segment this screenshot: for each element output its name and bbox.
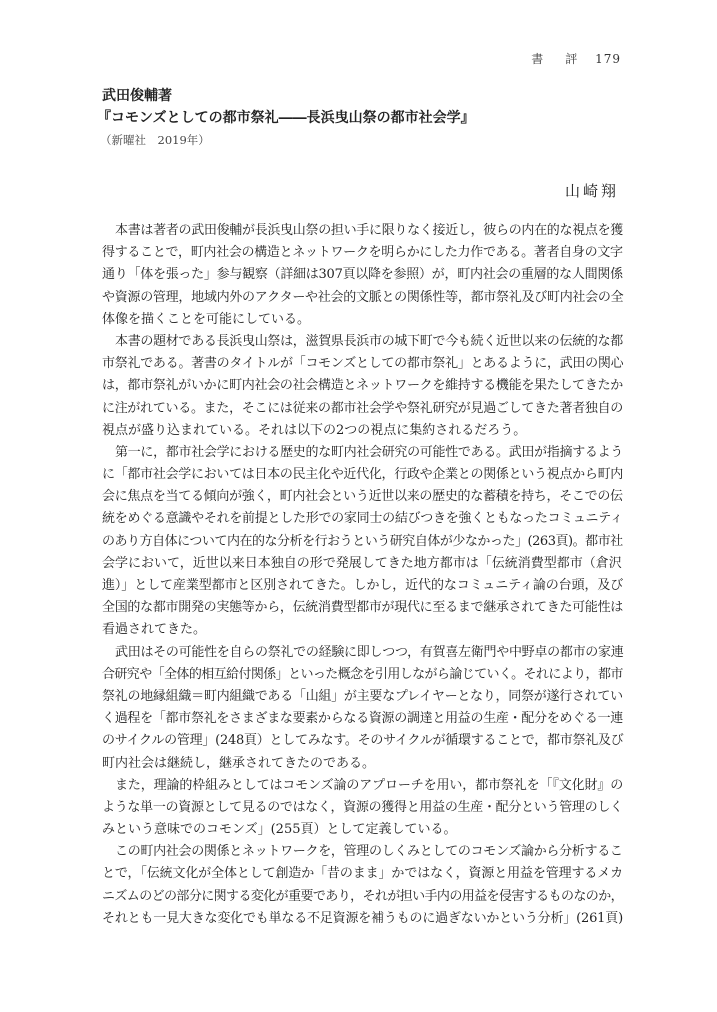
body-line: ニズムのどの部分に関する変化が重要であり，それが担い手内の用益を侵害するものなのか，	[102, 888, 624, 904]
body-line: は，都市祭礼がいかに町内社会の社会構造とネットワークを維持する機能を果たしてきたか	[102, 378, 623, 394]
body-line: 看過されてきた。	[102, 622, 207, 638]
body-line: 体像を描くことを可能にしている。	[102, 311, 311, 327]
body-line: に「都市社会学においては日本の民主化や近代化，行政や企業との関係という視点から町内	[102, 467, 623, 483]
body-line: 本書は著者の武田俊輔が長浜曳山祭の担い手に限りなく接近し，彼らの内在的な視点を獲	[115, 223, 624, 238]
body-line: 進）」として産業型都市と区別されてきた。しかし，近代的なコミュニティ論の台頭，及び	[102, 578, 624, 593]
body-line: く過程を「都市祭礼をさまざまな要素からなる資源の調達と用益の生産・配分をめぐる一連	[102, 711, 623, 727]
body-line: 市祭礼である。著書のタイトルが「コモンズとしての都市祭礼」とあるように，武田の関心	[102, 356, 624, 372]
body-line: 会学において，近世以来日本独自の形で発展してきた地方都市は「伝統消費型都市（倉沢	[102, 555, 622, 571]
body-line: それとも一見大きな変化でも単なる不足資源を補うものに過ぎないかという分析」(261頁)	[102, 910, 623, 926]
body-line: 得することで，町内社会の構造とネットワークを明らかにした力作である。著者自身の文字	[102, 245, 623, 261]
body-line: また，理論的枠組みとしてはコモンズ論のアプローチを用い，都市祭礼を「『文化財』の	[115, 777, 624, 793]
book-title: 『コモンズとしての都市祭礼――長浜曳山祭の都市社会学』	[97, 110, 475, 126]
body-line: や資源の管理，地域内外のアクターや社会的文脈との関係性等，都市祭礼及び町内社会の全	[102, 289, 624, 305]
body-line: 全国的な都市開発の実態等から，伝統消費型都市が現代に至るまで継承されてきた可能性は	[102, 600, 623, 616]
body-line: 視点が盛り込まれている。それは以下の2つの視点に集約されるだろう。	[102, 422, 527, 438]
body-line: 武田はその可能性を自らの祭礼での経験に即しつつ，有賀喜左衛門や中野卓の都市の家連	[115, 644, 624, 660]
body-line: に注がれている。また，そこには従来の都市社会学や祭礼研究が見過ごしてきた著者独自の	[102, 400, 623, 416]
body-line: この町内社会の関係とネットワークを，管理のしくみとしてのコモンズ論から分析するこ	[115, 844, 623, 860]
reviewer-name: 山崎翔	[564, 182, 619, 200]
body-line: 第一に，都市社会学における歴史的な町内社会研究の可能性である。武田が指摘するよう	[115, 444, 624, 460]
body-line: 祭礼の地縁組織＝町内組織である「山組」が主要なプレイヤーとなり，同祭が遂行されてい	[102, 688, 623, 704]
body-line: みという意味でのコモンズ」(255頁）として定義している。	[102, 822, 457, 838]
body-line: 合研究や「全体的相互給付関係」といった概念を引用しながら論じていく。それにより，都市	[102, 666, 623, 682]
body-line: ような単一の資源として見るのではなく，資源の獲得と用益の生産・配分という管理のしく	[102, 799, 623, 815]
running-head	[531, 50, 621, 67]
book-author: 武田俊輔著	[102, 88, 172, 104]
publisher-info: （新曜社 2019年）	[100, 133, 210, 147]
page-number: 179	[595, 52, 621, 66]
body-line: 通り「体を張った」参与観察（詳細は307頁以降を参照）が，町内社会の重層的な人間関係	[102, 267, 623, 283]
body-line: 町内社会は継続し，継承されてきたのである。	[102, 755, 376, 771]
review-body	[102, 220, 623, 930]
body-line: 会に焦点を当てる傾向が強く，町内社会という近世以来の歴史的な蓄積を持ち，そこでの伝	[102, 489, 623, 505]
body-line: 本書の題材である長浜曳山祭は，滋賀県長浜市の城下町で今も続く近世以来の伝統的な都	[115, 333, 624, 349]
running-head-section: 書 評	[531, 52, 583, 66]
body-line: 統をめぐる意識やそれを前提とした形での家同士の結びつきを強くともなったコミュニティ	[102, 511, 623, 527]
body-line: のサイクルの管理」(248頁）としてみなす。そのサイクルが循環することで，都市祭礼及び	[102, 733, 624, 749]
body-line: とで，「伝統文化が全体として創造か「昔のまま」かではなく，資源と用益を管理するメカ	[102, 866, 623, 882]
body-line: のあり方自体について内在的な分析を行おうという研究自体が少なかった」(263頁)。都市社	[102, 533, 623, 549]
